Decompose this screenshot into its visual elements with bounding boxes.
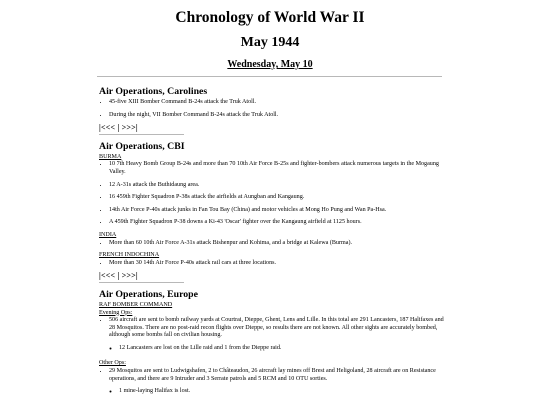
section-cbi <box>99 141 449 283</box>
nav-prev-link[interactable]: < <box>110 123 116 133</box>
month-heading: May 1944 <box>240 35 300 50</box>
section-carolines <box>99 86 449 135</box>
other-ops-list <box>99 368 449 383</box>
list-item: • 506 aircraft are sent to bomb railway yards at Courtrai, Dieppe, Ghent, Lens and Lille. In this total are 291 Lancasters, 187 Halifaxes and 28 Mosquitos. There are no post-raid recon flights over Dieppe, so results there are not known. All other sights are accurately bombed, although some bombs fall on civilian housing. <box>109 317 449 340</box>
section-title-cbi: Air Operations, CBI <box>99 140 185 152</box>
list-item: • 12 A-31s attack the Buthidaung area. <box>109 182 449 190</box>
carolines-list <box>99 99 449 119</box>
section-nav: |<<< | >>>| <box>99 123 138 133</box>
chronology-content <box>99 86 449 401</box>
list-item: ◦ 1 mine-laying Halifax is lost. <box>119 388 449 396</box>
evening-ops-list <box>99 317 449 340</box>
section-divider <box>99 134 184 135</box>
evening-ops-sublist <box>99 345 449 353</box>
list-item: • 29 Mosquitos are sent to Ludwigshafen, 2 to Châteaudon, 26 aircraft lay mines off Brest and Heligoland, 28 aircraft are on Resistance operations, and there are 9 Intruder and 3 Serrate patrols and 5 RCM and 10 OTU sorties. <box>109 368 449 383</box>
subheading-other-ops: Other Ops: <box>99 360 126 367</box>
subheading-evening-ops: Evening Ops: <box>99 309 133 316</box>
nav-first-link[interactable]: |<< <box>99 271 111 281</box>
subheading-india: INDIA <box>99 231 117 238</box>
subheading-raf-bomber-command: RAF BOMBER COMMAND <box>99 301 173 308</box>
india-list <box>99 240 449 248</box>
section-title-europe: Air Operations, Europe <box>99 288 198 300</box>
burma-list <box>99 161 449 227</box>
day-heading: Wednesday, May 10 <box>227 59 313 70</box>
list-item: • 14th Air Force P-40s attack junks in Fan Tou Bay (China) and motor vehicles at Mong Ho Pung and Wan Pa-Hsa. <box>109 207 449 215</box>
subheading-burma: BURMA <box>99 153 122 160</box>
section-divider <box>99 282 184 283</box>
list-item: • 45-five XIII Bomber Command B-24s attack the Truk Atoll. <box>109 99 449 107</box>
list-item: • A 459th Fighter Squadron P-38 downs a Ki-43 'Oscar' fighter over the Kangaung airfield at 1125 hours. <box>109 219 449 227</box>
subheading-french-indochina: FRENCH INDOCHINA <box>99 252 160 259</box>
section-title-carolines: Air Operations, Carolines <box>99 86 208 97</box>
list-item: • 16 459th Fighter Squadron P-38s attack the airfields at Aungban and Kangaung. <box>109 194 449 202</box>
indochina-list <box>99 260 449 268</box>
list-item: • More than 30 14th Air Force P-40s attack rail cars at three locations. <box>109 260 449 268</box>
list-item: • 10 7th Heavy Bomb Group B-24s and more than 70 10th Air Force B-25s and fighter-bombers attack numerous targets in the Mogaung Valley. <box>109 161 449 176</box>
other-ops-sublist <box>99 388 449 396</box>
header-divider <box>97 76 442 77</box>
list-item: ◦ 12 Lancasters are lost on the Lille raid and 1 from the Dieppe raid. <box>119 345 449 353</box>
nav-next-link[interactable]: > <box>121 271 127 281</box>
nav-last-link[interactable]: >>| <box>126 123 138 133</box>
section-nav: |<<< | >>>| <box>99 271 138 281</box>
nav-prev-link[interactable]: < <box>110 271 116 281</box>
nav-last-link[interactable]: >>| <box>126 271 138 281</box>
nav-first-link[interactable]: |<< <box>99 123 111 133</box>
page-title: Chronology of World War II <box>175 9 365 26</box>
list-item: • More than 60 10th Air Force A-31s attack Bishenpur and Kohima, and a bridge at Kalewa (Burma). <box>109 240 449 248</box>
section-europe <box>99 289 449 396</box>
list-item: • During the night, VII Bomber Command B-24s attack the Truk Atoll. <box>109 112 449 120</box>
nav-next-link[interactable]: > <box>121 123 127 133</box>
